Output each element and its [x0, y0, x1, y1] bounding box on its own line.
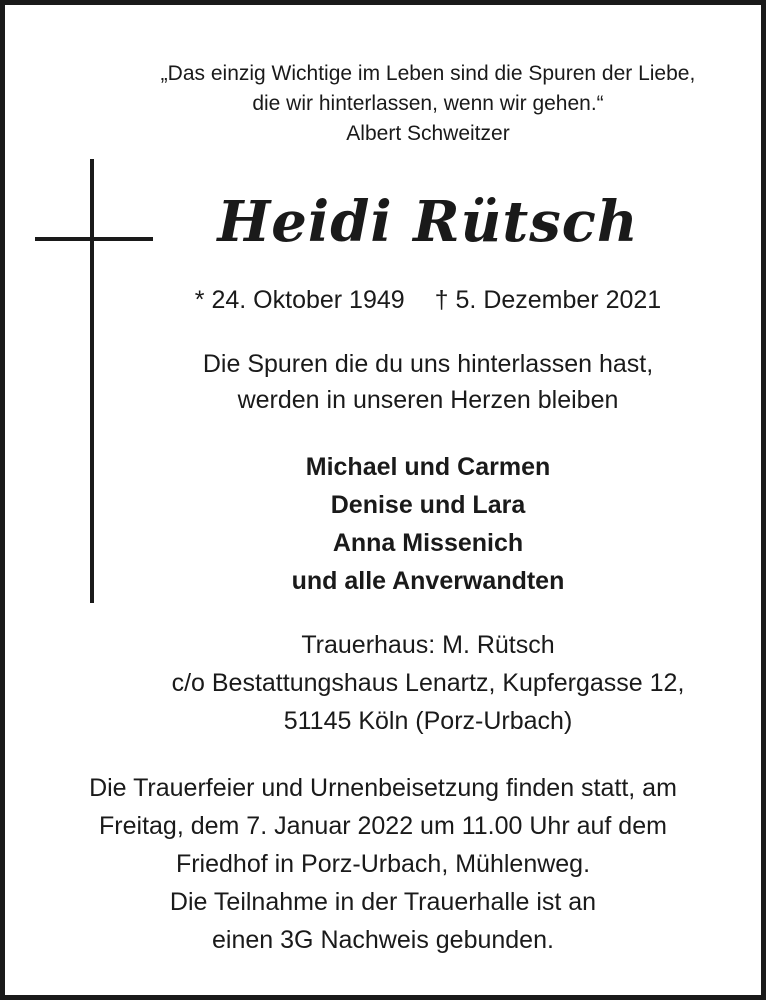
quote-block — [5, 59, 761, 149]
address-line: 51145 Köln (Porz-Urbach) — [283, 707, 573, 735]
birth-date: * 24. Oktober 1949 — [194, 286, 405, 314]
verse-line: werden in unseren Herzen bleiben — [237, 386, 619, 414]
mourners-list — [5, 448, 761, 600]
funeral-line: Freitag, dem 7. Januar 2022 um 11.00 Uhr auf dem — [99, 812, 667, 840]
address-line: c/o Bestattungshaus Lenartz, Kupfergasse 12, — [171, 669, 685, 697]
verse-line: Die Spuren die du uns hinterlassen hast, — [202, 350, 654, 378]
quote-line: die wir hinterlassen, wenn wir gehen.“ — [252, 92, 604, 115]
funeral-line: Die Teilnahme in der Trauerhalle ist an — [169, 888, 597, 916]
funeral-line: Friedhof in Porz-Urbach, Mühlenweg. — [175, 850, 591, 878]
quote-line: „Das einzig Wichtige im Leben sind die Spuren der Liebe, — [160, 62, 696, 85]
funeral-line: einen 3G Nachweis gebunden. — [212, 926, 554, 954]
mourner-item: Denise und Lara — [330, 491, 526, 519]
mourner-item: und alle Anverwandten — [291, 567, 565, 595]
quote-author: Albert Schweitzer — [346, 122, 510, 145]
life-dates — [5, 283, 761, 317]
funeral-line: Die Trauerfeier und Urnenbeisetzung finden statt, am — [89, 774, 677, 802]
mourner-item: Michael und Carmen — [305, 453, 551, 481]
deceased-name: Heidi Rütsch — [217, 189, 639, 255]
address-line: Trauerhaus: M. Rütsch — [301, 631, 555, 659]
memorial-verse — [5, 346, 761, 418]
mourning-house-address — [5, 626, 761, 740]
death-date: † 5. Dezember 2021 — [434, 286, 662, 314]
funeral-details — [5, 769, 761, 959]
mourner-item: Anna Missenich — [332, 529, 524, 557]
